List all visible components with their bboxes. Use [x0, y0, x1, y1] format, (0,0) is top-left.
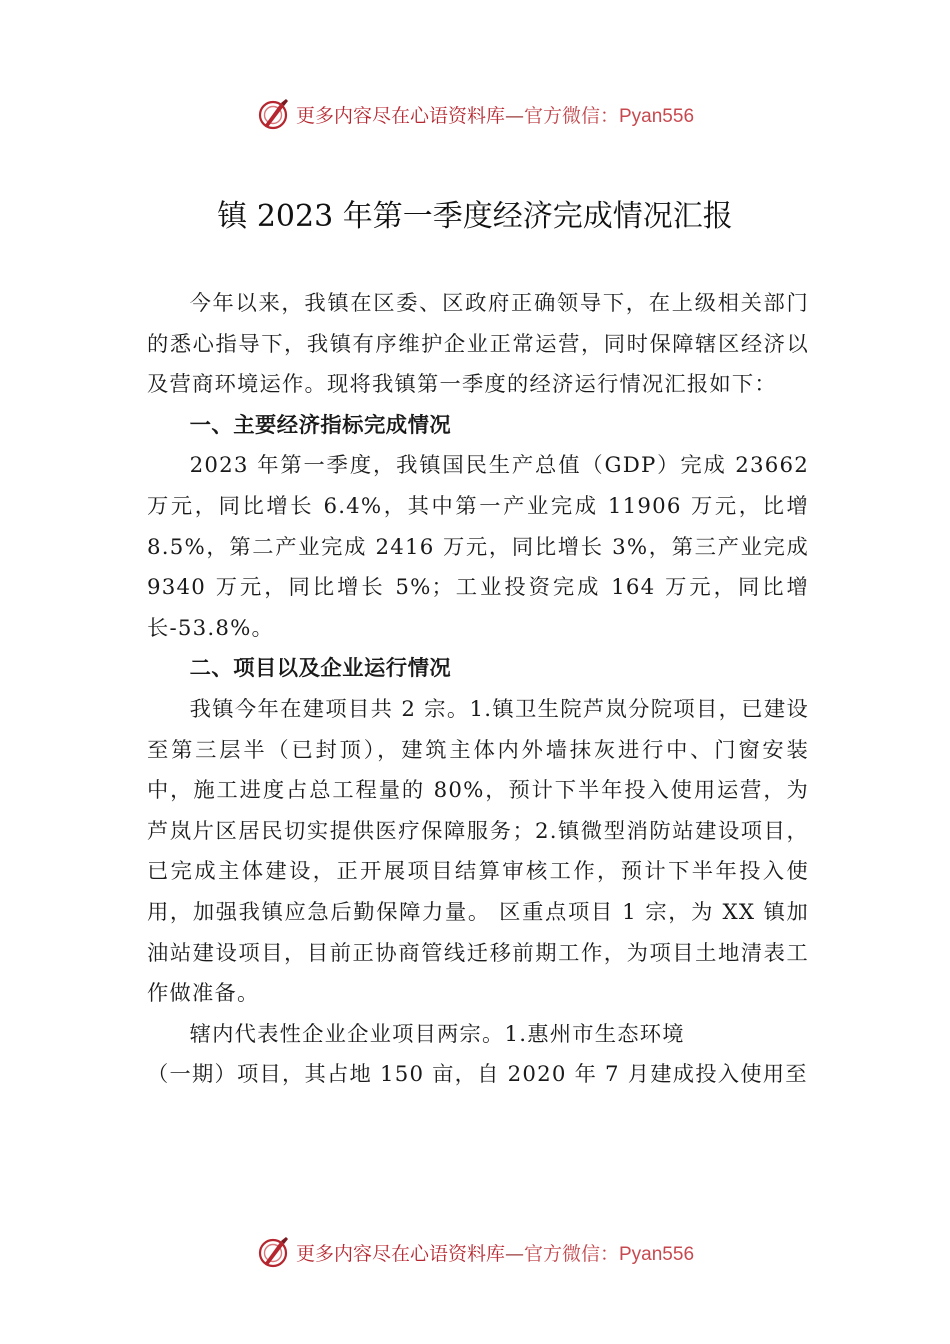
document-title: 镇 2023 年第一季度经济完成情况汇报	[217, 199, 733, 234]
watermark-dash: —	[504, 1242, 524, 1265]
document-body	[147, 284, 809, 1096]
footer-watermark	[0, 1232, 950, 1272]
section-heading-2: 二、项目以及企业运行情况	[189, 656, 452, 682]
watermark-dash: —	[504, 104, 524, 127]
watermark-wechat-label: 官方微信：	[523, 1242, 619, 1265]
economic-indicators-paragraph: 2023 年第一季度，我镇国民生产总值（GDP）完成 23662 万元，同比增长 6.4%，其中第一产业完成 11906 万元，比增 8.5%，第二产业完成 2416 万元，同比增长 3%，第三产业完成 9340 万元，同比增长 5%；工业投资完成 164 万元，同比增长-53.8%。	[147, 453, 809, 641]
brand-logo-icon	[256, 97, 290, 131]
enterprise-paragraph-start: 辖内代表性企业企业项目两宗。1.惠州市生态环境	[189, 1021, 685, 1047]
watermark-brand: 更多内容尽在心语资料库	[295, 1242, 505, 1265]
watermark-text	[296, 101, 694, 128]
watermark-wechat-id: Pyan556	[619, 1243, 695, 1265]
enterprise-paragraph-continued: （一期）项目，其占地 150 亩，自 2020 年 7 月建成投入使用至	[147, 1062, 808, 1088]
projects-paragraph: 我镇今年在建项目共 2 宗。1.镇卫生院芦岚分院项目，已建设至第三层半（已封顶），建筑主体内外墙抹灰进行中、门窗安装中，施工进度占总工程量的 80%，预计下半年投入使用运营，为芦岚片区居民切实提供医疗保障服务；2.镇微型消防站建设项目，已完成主体建设，正开展项目结算审核工作，预计下半年投入使用，加强我镇应急后勤保障力量。 区重点项目 1 宗，为 XX 镇加油站建设项目，目前正协商管线迁移前期工作，为项目土地清表工作做准备。	[147, 696, 809, 1007]
brand-logo-icon	[256, 1235, 290, 1269]
watermark-brand: 更多内容尽在心语资料库	[295, 104, 505, 127]
intro-paragraph: 今年以来，我镇在区委、区政府正确领导下，在上级相关部门的悉心指导下，我镇有序维护企业正常运营，同时保障辖区经济以及营商环境运作。现将我镇第一季度的经济运行情况汇报如下：	[147, 291, 809, 398]
header-watermark	[0, 94, 950, 134]
watermark-wechat-id: Pyan556	[619, 105, 695, 127]
watermark-text	[296, 1239, 694, 1266]
watermark-wechat-label: 官方微信：	[523, 104, 619, 127]
section-heading-1: 一、主要经济指标完成情况	[189, 412, 452, 438]
